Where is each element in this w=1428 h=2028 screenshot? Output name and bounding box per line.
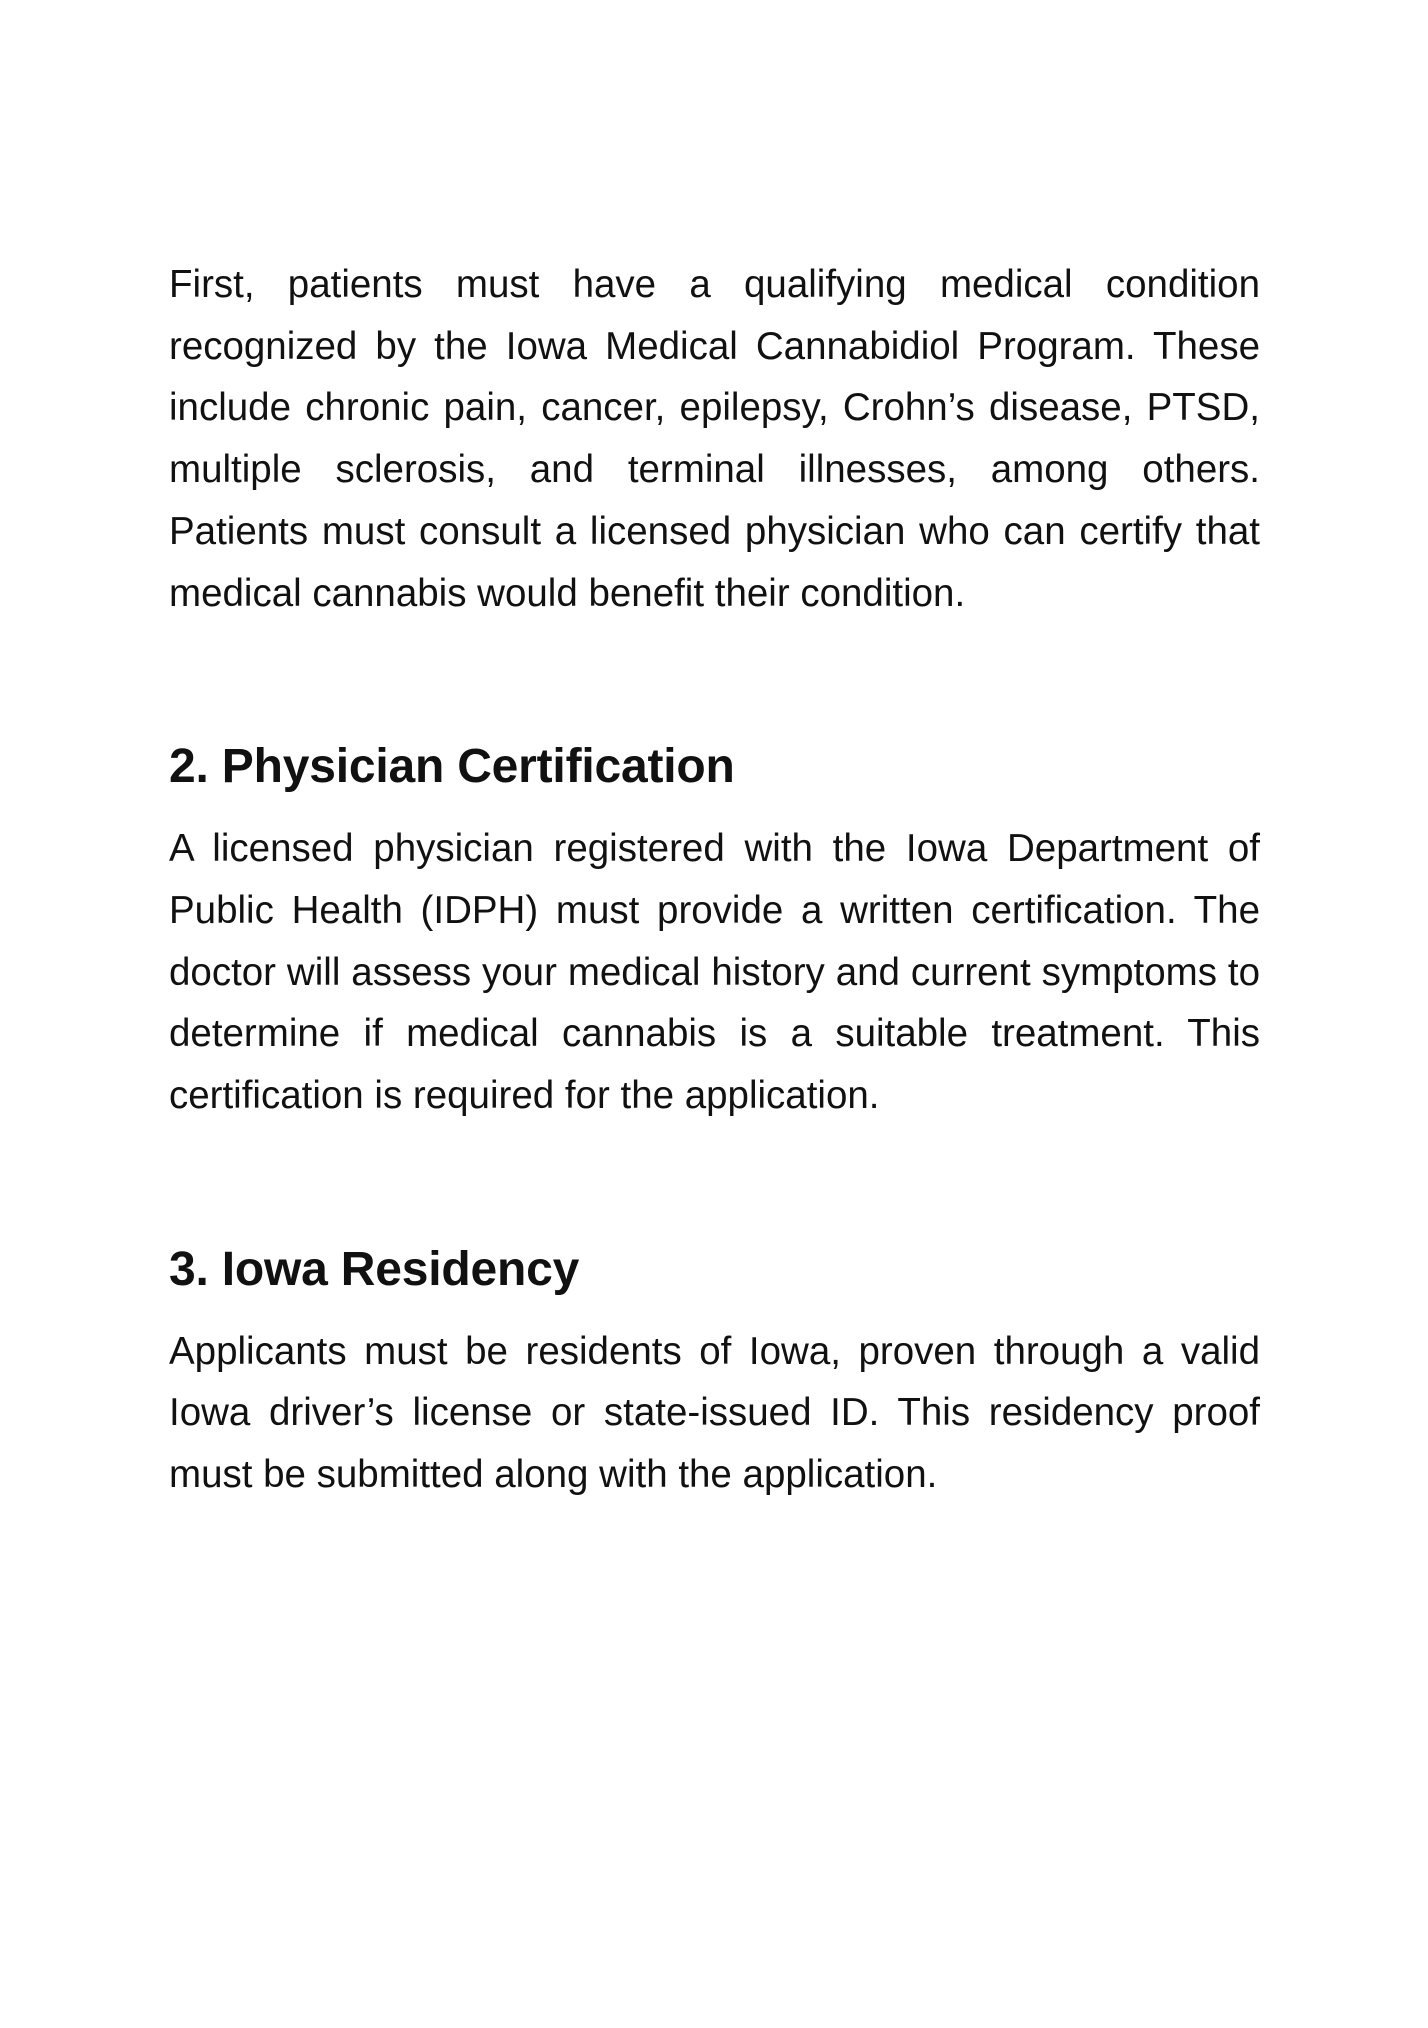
intro-paragraph: First, patients must have a qualifying medical condition recognized by the Iowa Medical Cannabidiol Program. These include chronic pain, cancer, epilepsy, Crohn’s disease, PTSD, multiple sclerosis, and terminal illnesses, among others. Patients must consult a licensed physician who can certify that medical cannabis would benefit their condition. bbox=[169, 263, 1260, 615]
section-paragraph: Applicants must be residents of Iowa, proven through a valid Iowa driver’s license or state-issued ID. This residency proof must be submitted along with the application. bbox=[169, 1329, 1260, 1497]
section-physician-certification bbox=[169, 734, 1260, 1127]
section-iowa-residency bbox=[169, 1237, 1260, 1506]
section-paragraph: A licensed physician registered with the Iowa Department of Public Health (IDPH) must provide a written certification. The doctor will assess your medical history and current symptoms to determine if medical cannabis is a suitable treatment. This certification is required for the application. bbox=[169, 827, 1260, 1118]
heading-spacer bbox=[169, 800, 1260, 818]
document-content bbox=[169, 254, 1260, 1506]
section-spacer bbox=[169, 624, 1260, 734]
section-heading: 3. Iowa Residency bbox=[169, 1242, 580, 1296]
section-spacer bbox=[169, 1127, 1260, 1237]
section-heading: 2. Physician Certification bbox=[169, 740, 735, 794]
heading-spacer bbox=[169, 1303, 1260, 1321]
